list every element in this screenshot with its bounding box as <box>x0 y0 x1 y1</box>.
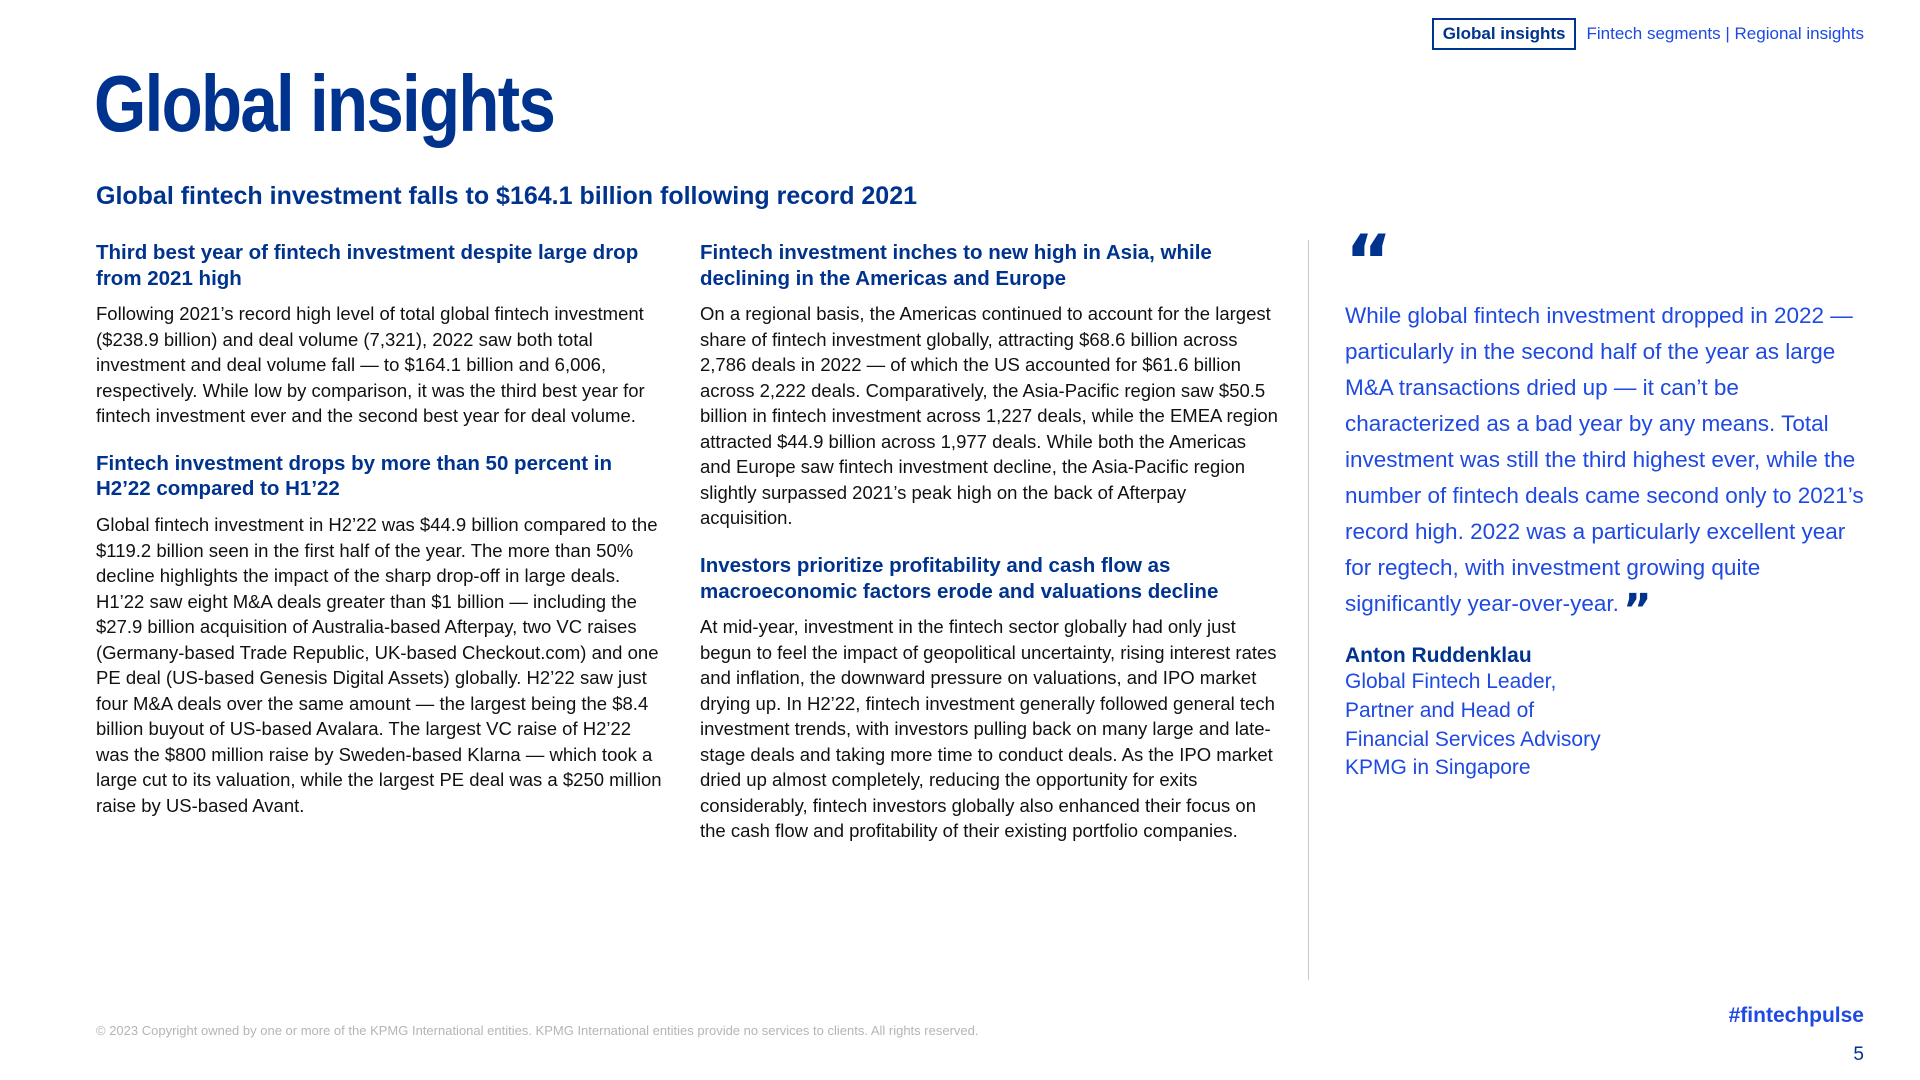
content-area <box>96 219 1864 980</box>
section-body: At mid-year, investment in the fintech sector globally had only just begun to feel the impact of geopolitical uncertainty, rising interest rates and inflation, the downward pressure on valuations, and IPO market drying up. In H2’22, fintech investment generally followed general tech investment trends, with investors pulling back on many large and late-stage deals and taking more time to conduct deals. As the IPO market dried up almost completely, reducing the opportunity for exits considerably, fintech investors globally also enhanced their focus on the cash flow and profitability of their existing portfolio companies. <box>700 616 1277 842</box>
section-heading: Fintech investment inches to new high in Asia, while declining in the Americas and Europe <box>700 241 1212 290</box>
section-body: Following 2021’s record high level of total global fintech investment ($238.9 billion) and deal volume (7,321), 2022 saw both total investment and deal volume fall — to $164.1 billion and 6,006, respectively. While low by comparison, it was the third best year for fintech investment ever and the second best year for deal volume. <box>96 303 645 427</box>
page-number: 5 <box>1853 1044 1864 1065</box>
quote-role-line-1: Global Fintech Leader, <box>1345 670 1557 693</box>
close-quote-icon: ” <box>1622 585 1652 636</box>
section-heading: Fintech investment drops by more than 50 percent in H2’22 compared to H1’22 <box>96 451 613 501</box>
section-investors-prioritize <box>700 553 1280 844</box>
quote-body: While global fintech investment dropped in 2022 — particularly in the second half of the year as large M&A transactions dried up — it can’t be characterized as a bad year by any means. Total investment was still the third highest ever, while the number of fintech deals came second only to 2021’s record high. 2022 was a particularly excellent year for regtech, with investment growing quite significantly year-over-year. <box>1345 303 1864 616</box>
column-left <box>96 240 668 840</box>
nav-links-segments-regional[interactable]: Fintech segments | Regional insights <box>1586 24 1864 43</box>
nav-tab-global-insights[interactable]: Global insights <box>1432 18 1577 50</box>
hashtag-fintechpulse: #fintechpulse <box>1728 1004 1864 1027</box>
quote-role-line-3: Financial Services Advisory <box>1345 727 1601 751</box>
column-middle <box>700 240 1280 866</box>
page-title: Global insights <box>94 59 555 148</box>
page-subtitle: Global fintech investment falls to $164.1 billion following record 2021 <box>96 182 918 210</box>
quote-role-line-4: KPMG in Singapore <box>1345 756 1531 780</box>
quote-role-line-2: Partner and Head of <box>1345 698 1535 722</box>
section-body: On a regional basis, the Americas continued to account for the largest share of fintech investment globally, attracting $68.6 billion across 2,786 deals in 2022 — of which the US accounted for $61.6 billion across 2,222 deals. Comparatively, the Asia-Pacific region saw $50.5 billion in fintech investment across 1,227 deals, while the EMEA region attracted $44.9 billion across 1,977 deals. While both the Americas and Europe saw fintech investment decline, the Asia-Pacific region slightly surpassed 2021’s peak high on the back of Afterpay acquisition. <box>700 303 1278 529</box>
section-investment-drops <box>96 451 668 818</box>
section-body: Global fintech investment in H2’22 was $44.9 billion compared to the $119.2 billion seen in the first half of the year. The more than 50% decline highlights the impact of the sharp drop-off in large deals. H1’22 saw eight M&A deals greater than $1 billion — including the $27.9 billion acquisition of Australia-based Afterpay, two VC raises (Germany-based Trade Republic, UK-based Checkout.com) and one PE deal (US-based Genesis Digital Assets) globally. H2’22 saw just four M&A deals over the same amount — the largest being the $8.4 billion buyout of US-based Avalara. The largest VC raise of H2’22 was the $800 million raise by Sweden-based Klarna — which took a large cut to its valuation, while the largest PE deal was a $250 million raise by US-based Avant. <box>96 514 662 816</box>
quote-author: Anton Ruddenklau <box>1345 644 1532 667</box>
section-asia-high <box>700 240 1280 531</box>
top-navigation <box>1432 18 1864 50</box>
open-quote-icon: “ <box>1345 219 1393 303</box>
copyright-notice: © 2023 Copyright owned by one or more of the KPMG International entities. KPMG International entities provide no services to clients. All rights reserved. <box>96 1023 979 1038</box>
quote-panel <box>1308 219 1864 980</box>
section-heading: Third best year of fintech investment despite large drop from 2021 high <box>96 241 639 290</box>
section-heading: Investors prioritize profitability and cash flow as macroeconomic factors erode and valuations decline <box>700 553 1219 603</box>
section-third-best-year <box>96 240 668 429</box>
quote-text <box>1345 298 1864 636</box>
